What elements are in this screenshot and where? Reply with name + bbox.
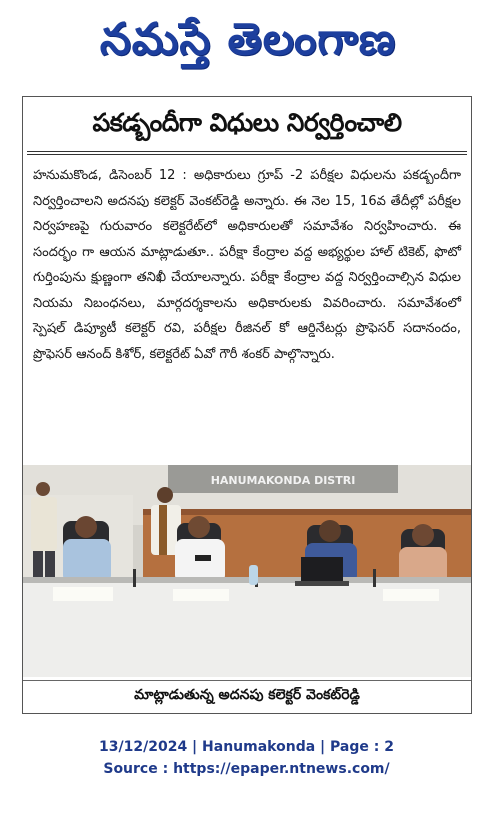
article-body: హనుమకొండ, డిసెంబర్ 12 : అధికారులు గ్రూప్ -2 పరీక్షల విధులను పకడ్బందీగా నిర్వర్తించాలని అదనపు కలెక్టర్ వెంకట్‌రెడ్డి అన్నారు. ఈ నెల 15, 16వ తేదీల్లో పరీక్షల నిర్వహణపై గురువారం కలెక్టరేట్‌లో అధికారులతో సమావేశం నిర్వహించారు. ఈ సందర్భం గా ఆయన మాట్లాడుతూ.. పరీక్షా కేంద్రాల వద్ద అభ్యర్థుల హాల్ టికెట్, ఫొటో గుర్తింపును క్షుణ్ణంగా తనిఖీ చేయాలన్నారు. పరీక్షా కేంద్రాల వద్ద నిర్వర్తించాల్సిన విధుల నియమ నిబంధనలు, మార్గదర్శకాలను అధికారులకు వివరించారు. సమావేశంలో స్పెషల్ డిప్యూటీ కలెక్టర్ రవి, పరీక్షల రీజినల్ కో ఆర్డినేటర్లు ప్రొఫెసర్ సదానందం, ప్రొఫెసర్ ఆనంద్ కిశోర్, కలెక్టరేట్ ఏవో గౌరీ శంకర్ పాల్గొన్నారు. bbox=[33, 168, 461, 362]
article-headline: పకడ్బందీగా విధులు నిర్వర్తించాలి bbox=[92, 108, 402, 137]
meeting-photo bbox=[23, 465, 471, 677]
headline-divider-second bbox=[27, 154, 467, 155]
district-sign-text: HANUMAKONDA DISTRI bbox=[210, 474, 356, 487]
meeting-photo-illustration bbox=[23, 465, 471, 677]
footer-source-link[interactable]: Source : https://epaper.ntnews.com/ bbox=[103, 761, 390, 777]
newspaper-masthead: నమస్తే తెలంగాణ bbox=[99, 14, 397, 65]
headline-divider bbox=[27, 151, 467, 152]
article-clipping bbox=[22, 96, 472, 714]
clipping-footer bbox=[0, 736, 493, 780]
photo-caption: మాట్లాడుతున్న అదనపు కలెక్టర్ వెంకట్‌రెడ్డి bbox=[23, 680, 471, 711]
footer-date-edition-page: 13/12/2024 | Hanumakonda | Page : 2 bbox=[99, 739, 394, 755]
